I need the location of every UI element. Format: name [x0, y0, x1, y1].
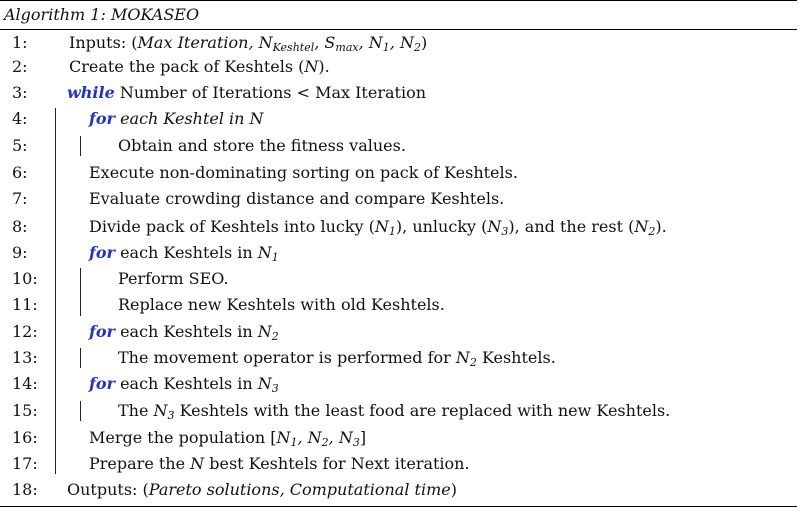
line-number: 16: [12, 428, 38, 447]
line-text: Replace new Keshtels with old Keshtels. [118, 295, 445, 314]
line-text: Create the pack of Keshtels (N). [69, 57, 330, 76]
algorithm-title: Algorithm 1: MOKASEO [4, 5, 200, 24]
line-number: 1: [12, 33, 28, 52]
for-keyword: for [89, 109, 115, 128]
bottom-rule [0, 506, 797, 507]
line-number: 8: [12, 217, 28, 236]
line-number: 10: [12, 269, 38, 288]
line-number: 7: [12, 189, 28, 208]
line-text: for each Keshtels in $N_3$ [89, 374, 279, 395]
line-number: 3: [12, 83, 28, 102]
line-text: Execute non-dominating sorting on pack of Keshtels. [89, 163, 518, 182]
line-number: 2: [12, 57, 28, 76]
line-number: 15: [12, 401, 38, 420]
line-text: The $N_3$ Keshtels with the least food are replaced with new Keshtels. [118, 401, 671, 422]
for-indent-bar [80, 136, 81, 156]
title-rule [0, 29, 797, 30]
for-indent-bar [80, 268, 81, 316]
for-keyword: for [89, 374, 115, 393]
for-keyword: for [89, 243, 115, 262]
line-number: 17: [12, 454, 38, 473]
line-text: for each Keshtels in $N_2$ [89, 322, 279, 343]
while-indent-bar [55, 108, 56, 474]
line-text: while Number of Iterations < Max Iteration [67, 83, 426, 102]
line-number: 9: [12, 243, 28, 262]
line-number: 6: [12, 163, 28, 182]
while-keyword: while [67, 83, 115, 102]
for-indent-bar [80, 401, 81, 421]
line-text: Inputs: (Max Iteration, $N_{Keshtel}$, $S_{max}$, $N_1$, $N_2$) [69, 33, 428, 54]
line-number: 5: [12, 136, 28, 155]
for-indent-bar [80, 348, 81, 368]
line-text: for each Keshtels in $N_1$ [89, 243, 279, 264]
line-number: 18: [12, 480, 38, 499]
line-number: 14: [12, 374, 38, 393]
line-text: Perform SEO. [118, 269, 229, 288]
top-rule [0, 0, 797, 1]
line-number: 11: [12, 295, 38, 314]
line-text: Merge the population [$N_1$, $N_2$, $N_3$] [89, 428, 367, 449]
line-number: 12: [12, 322, 38, 341]
line-number: 4: [12, 109, 28, 128]
line-text: Obtain and store the fitness values. [118, 136, 406, 155]
line-text: The movement operator is performed for $N_2$ Keshtels. [118, 348, 556, 369]
line-text: Prepare the N best Keshtels for Next iteration. [89, 454, 470, 473]
line-text: for each Keshtel in N [89, 109, 264, 128]
line-text: Divide pack of Keshtels into lucky $(N_1)$, unlucky $(N_3)$, and the rest $(N_2)$. [89, 217, 667, 238]
line-text: Outputs: (Pareto solutions, Computational time) [67, 480, 457, 499]
for-keyword: for [89, 322, 115, 341]
line-number: 13: [12, 348, 38, 367]
line-text: Evaluate crowding distance and compare Keshtels. [89, 189, 505, 208]
